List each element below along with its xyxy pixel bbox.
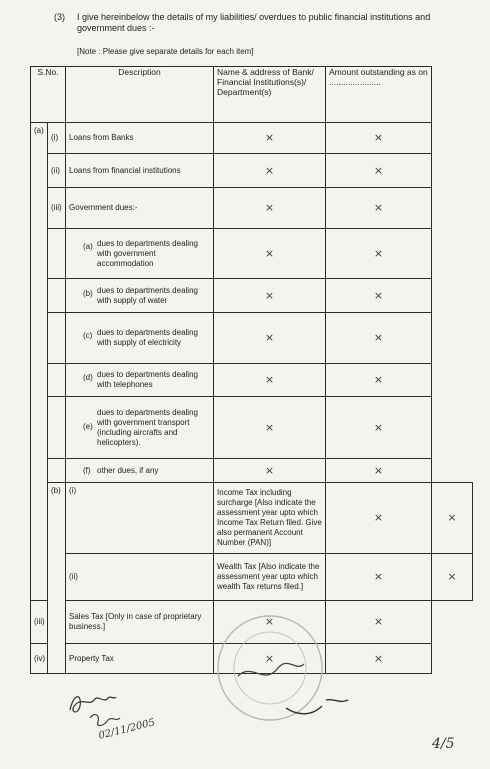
amount-cell-mark: ×: [326, 188, 432, 229]
sub-letter: (b): [83, 288, 93, 298]
row-roman: (ii): [48, 154, 66, 188]
table-row: [31, 188, 473, 229]
page-number: 4/5: [432, 736, 455, 752]
row-roman-empty: [48, 313, 66, 364]
sub-letter: (c): [83, 331, 93, 340]
row-description: [66, 364, 214, 397]
handwritten-signature: [60, 682, 180, 752]
table-row: [31, 459, 473, 483]
intro-text: I give hereinbelow the details of my liabilities/ overdues to public financial institutions and government dues :-: [77, 12, 431, 33]
row-description: Property Tax: [66, 644, 214, 674]
table-row: [31, 313, 473, 364]
section-a-label: (a): [31, 123, 48, 601]
row-description: [66, 459, 214, 483]
amount-cell-mark: ×: [326, 601, 432, 644]
sub-label: dues to departments dealing with government transport (including aircrafts and helicopters).: [97, 407, 198, 447]
amount-cell-mark: ×: [326, 123, 432, 154]
sub-letter: (e): [83, 421, 93, 431]
amount-cell-mark: ×: [326, 397, 432, 459]
header-amount: Amount outstanding as on ......................: [326, 67, 432, 123]
handwritten-date: 02/11/2005: [97, 717, 157, 742]
sub-letter: (f): [83, 465, 91, 475]
name-cell-mark: ×: [214, 397, 326, 459]
name-cell-mark: ×: [214, 364, 326, 397]
row-roman-empty: [48, 364, 66, 397]
amount-cell-mark: ×: [326, 644, 432, 674]
row-roman-empty: [48, 229, 66, 279]
sub-label: dues to departments dealing with government accommodation: [97, 238, 198, 268]
header-sno: S.No.: [31, 67, 66, 123]
name-cell-mark: ×: [214, 229, 326, 279]
amount-cell-mark: ×: [326, 364, 432, 397]
sub-label: dues to departments dealing with telephones: [97, 370, 198, 389]
name-cell-mark: ×: [214, 459, 326, 483]
sub-label: dues to departments dealing with supply of electricity: [97, 328, 198, 347]
row-description: Government dues:-: [66, 188, 214, 229]
header-name-address: Name & address of Bank/ Financial Institutions(s)/ Department(s): [214, 67, 326, 123]
name-cell-mark: ×: [214, 313, 326, 364]
table-header-row: [31, 67, 473, 123]
name-cell-mark: ×: [214, 123, 326, 154]
row-roman: (i): [66, 483, 214, 554]
row-roman: (iii): [48, 188, 66, 229]
row-roman: (i): [48, 123, 66, 154]
name-cell-mark: ×: [214, 279, 326, 313]
header-description: Description: [66, 67, 214, 123]
row-description: [66, 397, 214, 459]
table-row: [31, 554, 473, 601]
row-description: Sales Tax [Only in case of proprietary business.]: [66, 601, 214, 644]
row-description: [66, 279, 214, 313]
name-cell-mark: ×: [214, 601, 326, 644]
sub-letter: (a): [83, 241, 93, 251]
row-description: [66, 229, 214, 279]
amount-cell-mark: ×: [326, 459, 432, 483]
amount-cell-mark: ×: [432, 483, 473, 554]
table-row: [31, 154, 473, 188]
table-row: [31, 364, 473, 397]
name-cell-mark: ×: [214, 154, 326, 188]
amount-cell-mark: ×: [326, 154, 432, 188]
name-cell-mark: ×: [214, 188, 326, 229]
row-roman-empty: [48, 459, 66, 483]
name-cell-mark: ×: [326, 554, 432, 601]
row-description: Loans from Banks: [66, 123, 214, 154]
section-b-label: (b): [48, 483, 66, 674]
row-roman: (ii): [66, 554, 214, 601]
table-row: [31, 279, 473, 313]
row-roman-empty: [48, 279, 66, 313]
table-row: [31, 123, 473, 154]
pen-mark: [282, 690, 352, 720]
amount-cell-mark: ×: [326, 313, 432, 364]
amount-cell-mark: ×: [432, 554, 473, 601]
sub-letter: (d): [83, 373, 93, 382]
row-description: Loans from financial institutions: [66, 154, 214, 188]
row-description: [66, 313, 214, 364]
name-cell-mark: ×: [326, 483, 432, 554]
sub-label: dues to departments dealing with supply of water: [97, 285, 198, 305]
row-roman: (iii): [31, 601, 48, 644]
name-cell-mark: ×: [214, 644, 326, 674]
liabilities-table: [30, 66, 473, 674]
amount-cell-mark: ×: [326, 279, 432, 313]
amount-cell-mark: ×: [326, 229, 432, 279]
row-description: Wealth Tax [Also indicate the assessment year upto which wealth Tax returns filed.]: [214, 554, 326, 601]
row-roman-empty: [48, 397, 66, 459]
row-description: Income Tax including surcharge [Also indicate the assessment year upto which Income Tax Return filed. Give also permanent Account Number (PAN)]: [214, 483, 326, 554]
table-row: [31, 397, 473, 459]
table-row: [31, 483, 473, 554]
sub-label: other dues, if any: [97, 465, 159, 475]
item-number: (3): [54, 12, 65, 22]
row-roman: (iv): [31, 644, 48, 674]
table-row: [31, 229, 473, 279]
note-text: [Note : Please give separate details for each item]: [77, 47, 254, 56]
